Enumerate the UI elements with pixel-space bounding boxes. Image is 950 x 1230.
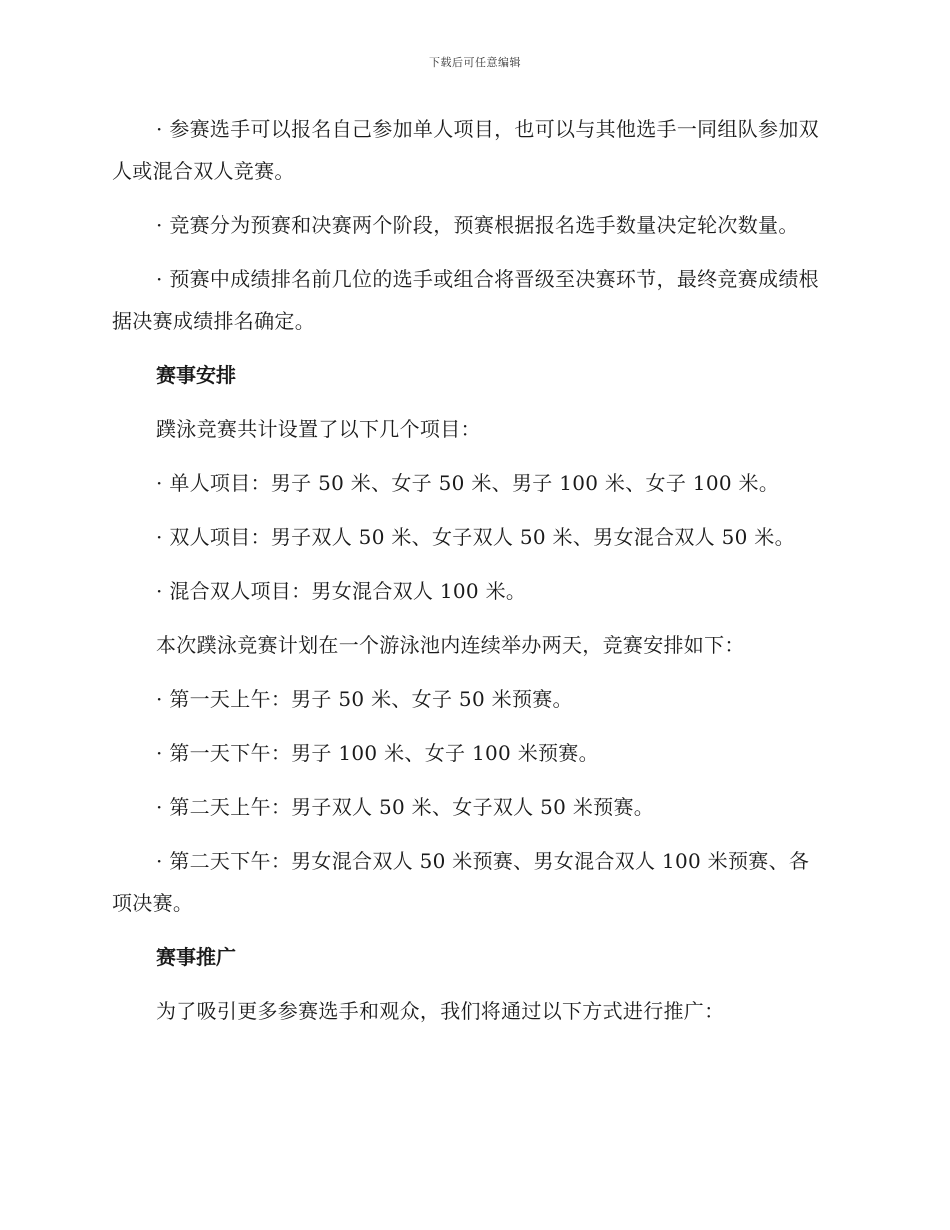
paragraph-day1-afternoon: · 第一天下午：男子 100 米、女子 100 米预赛。 xyxy=(156,741,599,765)
paragraph-singles-events: · 单人项目：男子 50 米、女子 50 米、男子 100 米、女子 100 米。 xyxy=(156,471,780,495)
paragraph-stages: · 竞赛分为预赛和决赛两个阶段，预赛根据报名选手数量决定轮次数量。 xyxy=(156,213,799,237)
header-note: 下载后可任意编辑 xyxy=(429,56,521,69)
section-heading-schedule: 赛事安排 xyxy=(156,363,236,387)
paragraph-schedule-intro: 本次蹼泳竞赛计划在一个游泳池内连续举办两天，竞赛安排如下： xyxy=(156,633,745,657)
section-heading-promotion: 赛事推广 xyxy=(156,945,236,969)
document-body xyxy=(112,108,828,1044)
paragraph-events-intro: 蹼泳竞赛共计设置了以下几个项目： xyxy=(156,417,481,441)
paragraph-promotion-intro: 为了吸引更多参赛选手和观众，我们将通过以下方式进行推广： xyxy=(156,999,725,1023)
paragraph-day2-morning: · 第二天上午：男子双人 50 米、女子双人 50 米预赛。 xyxy=(156,795,655,819)
paragraph-day1-morning: · 第一天上午：男子 50 米、女子 50 米预赛。 xyxy=(156,687,573,711)
paragraph-doubles-events: · 双人项目：男子双人 50 米、女子双人 50 米、男女混合双人 50 米。 xyxy=(156,525,795,549)
paragraph-day2-afternoon: · 第二天下午：男女混合双人 50 米预赛、男女混合双人 100 米预赛、各项决赛。 xyxy=(112,849,810,915)
paragraph-advancement: · 预赛中成绩排名前几位的选手或组合将晋级至决赛环节，最终竞赛成绩根据决赛成绩排名确定。 xyxy=(112,267,819,333)
paragraph-entry-rules: · 参赛选手可以报名自己参加单人项目，也可以与其他选手一同组队参加双人或混合双人竞赛。 xyxy=(112,117,819,183)
paragraph-mixed-events: · 混合双人项目：男女混合双人 100 米。 xyxy=(156,579,527,603)
